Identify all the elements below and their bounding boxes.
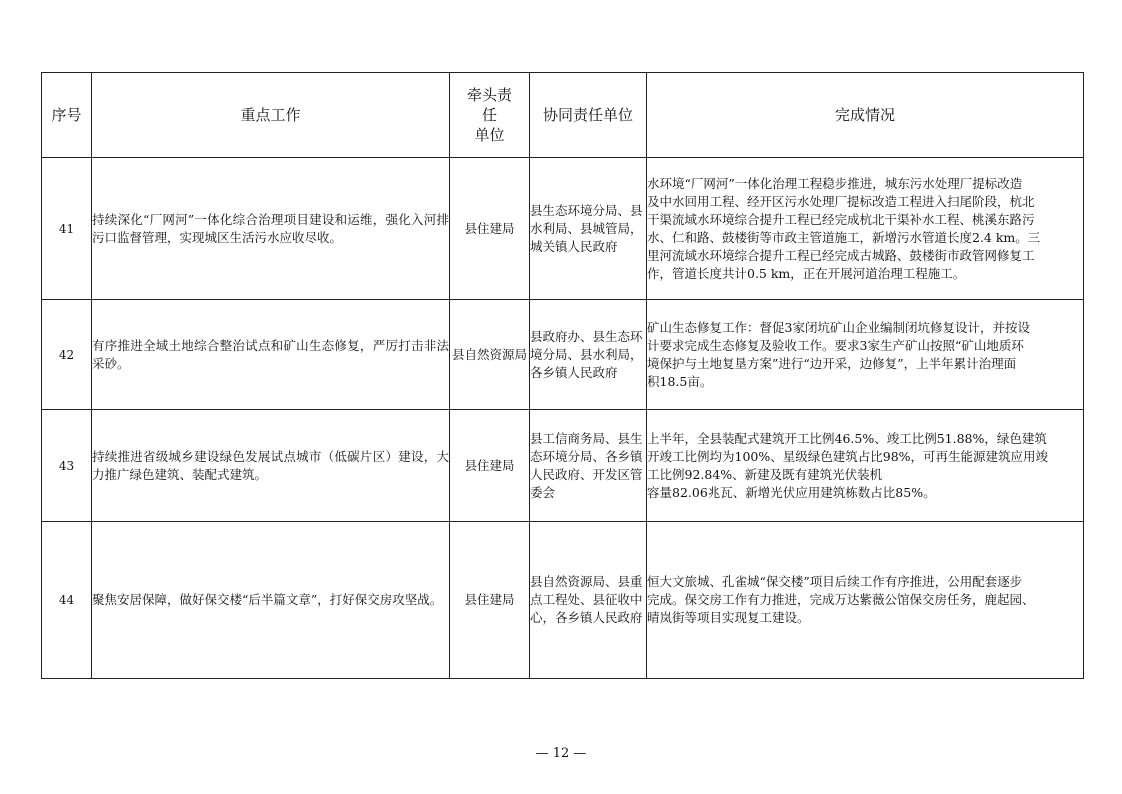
- row-completion-status: [647, 410, 1084, 522]
- status-line: 开竣工比例均为100%、星级绿色建筑占比98%，可再生能源建筑应用竣: [647, 448, 1049, 464]
- row-number: 42: [42, 300, 92, 410]
- row-cooperating-units: 县自然资源局、县重点工程处、县征收中心，各乡镇人民政府: [530, 522, 647, 679]
- row-task: 有序推进全域土地综合整治试点和矿山生态修复，严厉打击非法采砂。: [92, 300, 450, 410]
- status-line: 水环境“厂网河”一体化治理工程稳步推进，城东污水处理厂提标改造: [647, 175, 1023, 191]
- status-line: 里河流域水环境综合提升工程已经完成古城路、鼓楼街市政管网修复工: [647, 247, 1035, 263]
- status-line: 完成。保交房工作有力推进，完成万达紫薇公馆保交房任务，鹿起园、: [647, 592, 1035, 607]
- row-task: 持续推进省级城乡建设绿色发展试点城市（低碳片区）建设，大力推广绿色建筑、装配式建筑。: [92, 410, 450, 522]
- status-line: 干渠流域水环境综合提升工程已经完成杭北干渠补水工程、桃溪东路污: [647, 211, 1035, 227]
- status-line: 矿山生态修复工作：督促3家闭坑矿山企业编制闭坑修复设计，并按设: [647, 319, 1030, 335]
- page-number: — 12 —: [535, 746, 587, 761]
- header-lead-unit: 牵头责任 单位: [450, 73, 530, 158]
- table-header-row: [42, 73, 1084, 158]
- row-completion-status: [647, 300, 1084, 410]
- table-row: [42, 158, 1084, 300]
- status-line: 上半年，全县装配式建筑开工比例46.5%、竣工比例51.88%，绿色建筑: [647, 430, 1047, 446]
- header-completion-status: 完成情况: [647, 73, 1084, 158]
- row-number: 44: [42, 522, 92, 679]
- header-cooperating-units: 协同责任单位: [530, 73, 647, 158]
- row-lead-unit: 县自然资源局: [450, 300, 530, 410]
- row-cooperating-units: 县政府办、县生态环境分局、县水利局，各乡镇人民政府: [530, 300, 647, 410]
- table-row: [42, 522, 1084, 679]
- row-completion-status: [647, 522, 1084, 679]
- status-line: 积18.5亩。: [647, 373, 713, 389]
- work-progress-table: [41, 72, 1084, 679]
- status-line: 及中水回用工程、经开区污水处理厂提标改造工程进入扫尾阶段，杭北: [647, 193, 1035, 209]
- row-task: 持续深化“厂网河”一体化综合治理项目建设和运维，强化入河排污口监督管理，实现城区生活污水应收尽收。: [92, 158, 450, 300]
- row-number: 43: [42, 410, 92, 522]
- status-line: 计要求完成生态修复及验收工作。要求3家生产矿山按照“矿山地质环: [647, 337, 1024, 353]
- row-lead-unit: 县住建局: [450, 158, 530, 300]
- status-line: 恒大文旅城、孔雀城“保交楼”项目后续工作有序推进，公用配套逐步: [647, 574, 1023, 589]
- row-lead-unit: 县住建局: [450, 522, 530, 679]
- row-completion-status: [647, 158, 1084, 300]
- row-cooperating-units: 县生态环境分局、县水利局、县城管局，城关镇人民政府: [530, 158, 647, 300]
- row-lead-unit: 县住建局: [450, 410, 530, 522]
- status-line: 晴岚街等项目实现复工建设。: [647, 610, 810, 625]
- header-key-task: 重点工作: [92, 73, 450, 158]
- status-line: 境保护与土地复垦方案”进行“边开采，边修复”，上半年累计治理面: [647, 355, 1017, 371]
- status-line: 工比例92.84%、新建及既有建筑光伏装机: [647, 466, 883, 482]
- row-number: 41: [42, 158, 92, 300]
- row-cooperating-units: 县工信商务局、县生态环境分局、各乡镇人民政府、开发区管委会: [530, 410, 647, 522]
- status-line: 作，管道长度共计0.5 km，正在开展河道治理工程施工。: [647, 265, 966, 281]
- status-line: 水、仁和路、鼓楼街等市政主管道施工，新增污水管道长度2.4 km。三: [647, 229, 1041, 245]
- table-row: [42, 410, 1084, 522]
- status-line: 容量82.06兆瓦、新增光伏应用建筑栋数占比85%。: [647, 484, 936, 500]
- table-row: [42, 300, 1084, 410]
- row-task: 聚焦安居保障，做好保交楼“后半篇文章”，打好保交房攻坚战。: [92, 522, 450, 679]
- header-serial-number: 序号: [42, 73, 92, 158]
